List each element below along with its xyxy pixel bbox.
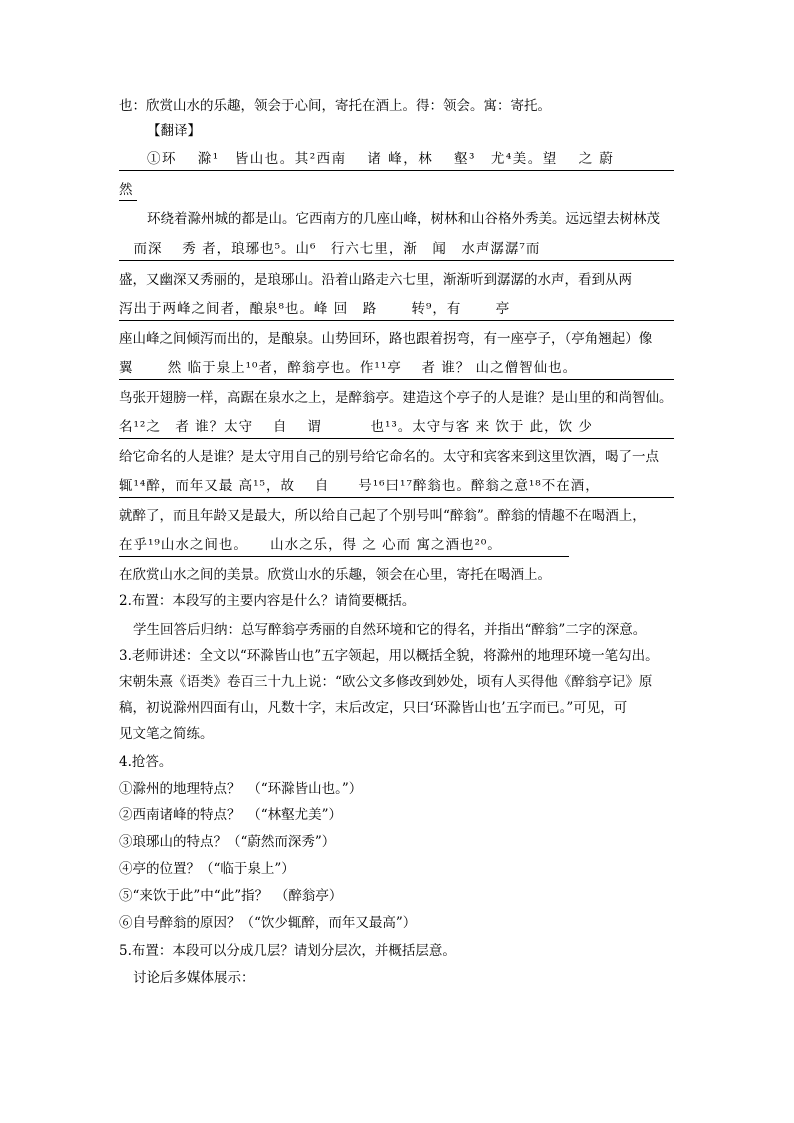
underline — [119, 200, 137, 201]
quiz-item: ⑥自号醉翁的原因？（“饮少辄醉，而年又最高”） — [119, 915, 417, 931]
annotation-line: 也：欣赏山水的乐趣，领会于心间，寄托在酒上。得：领会。寓：寄托。 — [119, 98, 551, 114]
task-line: 5.布置：本段可以分成几层？请划分层次，并概括层意。 — [119, 943, 456, 959]
original-text-line: 辄¹⁴醉，而年又最 高¹⁵，故 自 号¹⁶曰¹⁷醉翁也。醉翁之意¹⁸不在酒， — [119, 478, 600, 494]
task-line: 2.布置：本段写的主要内容是什么？请简要概括。 — [119, 593, 416, 609]
original-text-line: 名¹²之 者 谁？太守 自 谓 也¹³。太守与客 来 饮于 此，饮 少 — [119, 419, 593, 435]
translation-line: 就醉了，而且年龄又是最大，所以给自己起了个别号叫“醉翁”。醉翁的情趣不在喝酒上， — [119, 508, 646, 524]
teacher-note-line: 3.老师讲述：全文以“环滁皆山也”五字领起，用以概括全貌，将滁州的地理环境一笔勾出。 — [119, 648, 659, 664]
translation-line: 座山峰之间倾泻而出的，是酿泉。山势回环，路也跟着拐弯，有一座亭子，（亭角翘起）像 — [119, 331, 653, 347]
quiz-item: ④亭的位置？（“临于泉上”） — [119, 861, 295, 877]
underline — [119, 320, 674, 321]
quiz-item: ②西南诸峰的特点？ （“林壑尤美”） — [119, 807, 343, 823]
discussion-line: 讨论后多媒体展示： — [133, 970, 255, 986]
underline — [119, 556, 569, 557]
original-text-line: 在乎¹⁹山水之间也。 山水之乐，得 之 心而 寓之酒也²⁰。 — [119, 537, 502, 553]
translation-line: 鸟张开翅膀一样，高踞在泉水之上，是醉翁亭。建造这个亭子的人是谁？是山里的和尚智仙。 — [119, 390, 673, 406]
translation-line: 环绕着滁州城的都是山。它西南方的几座山峰，树林和山谷格外秀美。远远望去树林茂 — [147, 211, 660, 227]
quiz-item: ⑤“来饮于此”中“此”指？ （醉翁亭） — [119, 888, 343, 904]
original-text-line: ①环 滁¹ 皆山也。其²西南 诸 峰，林 壑³ 尤⁴美。望 之 蔚 — [147, 151, 615, 167]
section-heading-translation: 【翻译】 — [147, 123, 201, 139]
summary-line: 学生回答后归纳：总写醉翁亭秀丽的自然环境和它的得名，并指出“醉翁”二字的深意。 — [133, 622, 647, 638]
underline — [119, 497, 674, 498]
teacher-note-line: 宋朝朱熹《语类》卷百三十九上说：“欧公文多修改到妙处，顷有人买得他《醉翁亭记》原 — [119, 674, 653, 690]
quiz-item: ③琅琊山的特点？（“蔚然而深秀”） — [119, 834, 336, 850]
original-text-line: 然 — [119, 182, 133, 198]
original-text-line: 翼 然 临于泉上¹⁰者，醉翁亭也。作¹¹亭 者 谁？ 山之僧智仙也。 — [119, 360, 578, 376]
underline — [119, 379, 674, 380]
teacher-note-line: 稿，初说滁州四面有山，凡数十字，末后改定，只曰‘环滁皆山也’五字而已。”可见，可 — [119, 700, 628, 716]
task-line: 4.抢答。 — [119, 754, 173, 770]
original-text-line: 泻出于两峰之间者，酿泉⁸也。峰 回 路 转⁹，有 亭 — [119, 301, 511, 317]
underline — [119, 260, 674, 261]
original-text-line: 而深 秀 者，琅琊也⁵。山⁶ 行六七里，渐 闻 水声潺潺⁷而 — [119, 241, 541, 257]
translation-line: 盛，又幽深又秀丽的，是琅琊山。沿着山路走六七里，渐渐听到潺潺的水声，看到从两 — [119, 272, 632, 288]
teacher-note-line: 见文笔之简练。 — [119, 726, 214, 742]
translation-line: 在欣赏山水之间的美景。欣赏山水的乐趣，领会在心里，寄托在喝酒上。 — [119, 567, 551, 583]
underline — [119, 438, 674, 439]
quiz-item: ①滁州的地理特点？ （“环滁皆山也。”） — [119, 781, 363, 797]
translation-line: 给它命名的人是谁？是太守用自己的别号给它命名的。太守和宾客来到这里饮酒，喝了一点 — [119, 449, 659, 465]
underline — [119, 170, 674, 171]
